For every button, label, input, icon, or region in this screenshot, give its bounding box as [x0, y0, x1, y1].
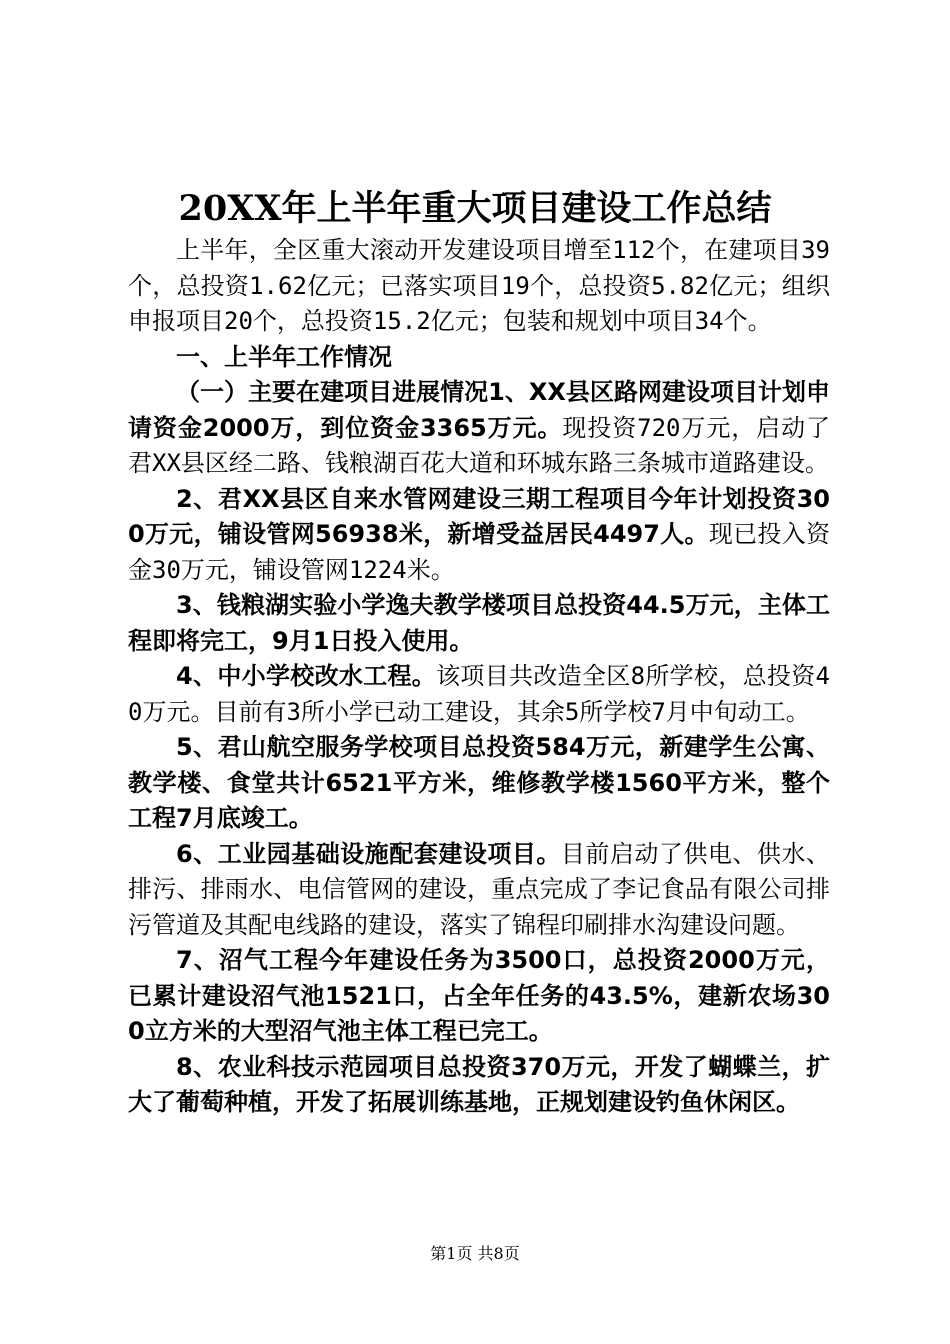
paragraph-text-bold: 7、沼气工程今年建设任务为3500口，总投资2000万元，已累计建设沼气池1521口，占全年任务的43.5%，建新农场300立方米的大型沼气池主体工程已完工。: [128, 946, 830, 1045]
paragraph-text: 现投资720万元，启动了君XX县区经二路、钱粮湖百花大道和环城东路三条城市道路建设。: [128, 413, 830, 477]
paragraph-item-2: [128, 482, 830, 589]
paragraph-summary: [128, 233, 830, 340]
paragraph-item-1: [128, 375, 830, 482]
section-heading: [128, 340, 830, 376]
paragraph-item-7: [128, 943, 830, 1050]
paragraph-text-bold: 8、农业科技示范园项目总投资370万元，开发了蝴蝶兰，扩大了葡萄种植，开发了拓展训练基地，正规划建设钓鱼休闲区。: [128, 1052, 830, 1116]
paragraph-item-4: [128, 659, 830, 730]
document-title: 20XX年上半年重大项目建设工作总结: [178, 188, 772, 229]
paragraph-text-bold: （一）主要在建项目进展情况1、XX县区路网建设项目计划申请资金2000万，到位资金3365万元。: [128, 378, 830, 442]
paragraph-text-bold: 4、中小学校改水工程。: [176, 662, 437, 690]
paragraph-text-bold: 6、工业园基础设施配套建设项目。: [176, 839, 561, 868]
paragraph-item-8: [128, 1050, 830, 1121]
paragraph-text: 现已投入资金30万元，铺设管网1224米。: [128, 520, 830, 584]
paragraph-item-6: [128, 837, 830, 944]
page-number-footer: 第1页 共8页: [430, 1244, 520, 1263]
paragraph-text: 目前启动了供电、供水、排污、排雨水、电信管网的建设，重点完成了李记食品有限公司排污管道及其配电线路的建设，落实了锦程印刷排水沟建设问题。: [128, 839, 831, 939]
paragraph-text-bold: 3、钱粮湖实验小学逸夫教学楼项目总投资44.5万元，主体工程即将完工，9月1日投入使用。: [128, 591, 830, 655]
paragraph-item-3: [128, 588, 830, 659]
paragraph-item-5: [128, 730, 830, 837]
paragraph-text-bold: 5、君山航空服务学校项目总投资584万元，新建学生公寓、教学楼、食堂共计6521平方米，维修教学楼1560平方米，整个工程7月底竣工。: [128, 733, 830, 832]
paragraph-text: 上半年，全区重大滚动开发建设项目增至112个，在建项目39个，总投资1.62亿元；已落实项目19个，总投资5.82亿元；组织申报项目20个，总投资15.2亿元；包装和规划中项目34个。: [128, 236, 830, 335]
paragraph-text: 该项目共改造全区8所学校，总投资40万元。目前有3所小学已动工建设，其余5所学校7月中旬动工。: [128, 662, 830, 726]
section-heading-text: 一、上半年工作情况: [176, 342, 392, 371]
document-body: [128, 233, 830, 1121]
paragraph-text-bold: 2、君XX县区自来水管网建设三期工程项目今年计划投资300万元，铺设管网56938米，新增受益居民4497人。: [128, 484, 830, 548]
